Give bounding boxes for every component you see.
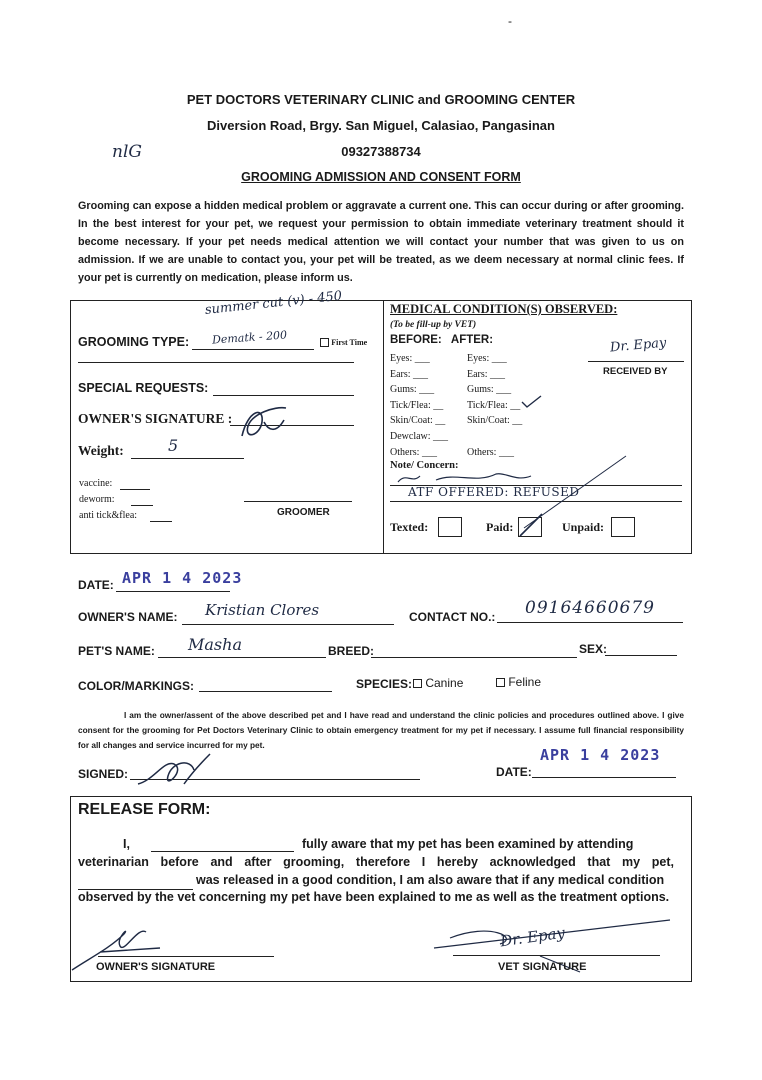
contact-value: 09164660679 (525, 598, 655, 618)
canine-checkbox[interactable] (413, 679, 422, 688)
grooming-type-line-2 (78, 362, 354, 363)
signed-label: SIGNED: (78, 767, 129, 781)
received-by-label: RECEIVED BY (603, 366, 668, 377)
grooming-type-line (192, 349, 314, 350)
deworm-line[interactable] (131, 505, 153, 506)
release-i: I, (123, 837, 130, 851)
weight-line[interactable] (131, 458, 244, 459)
consent-paragraph: I am the owner/assent of the above described pet and I have read and understand the clinic policies and procedures outlined above. I give consent for the grooming for Pet Doctors Veterinary Clinic to obtain emergency treatment for my pet if necessary. I assume full financial responsibility for all changes and service incurred for my pet. (78, 710, 684, 750)
tickflea-check-mark (519, 394, 543, 410)
feline-option[interactable] (496, 675, 541, 689)
deworm-label: deworm: (79, 494, 115, 505)
date-stamp: APR 1 4 2023 (122, 569, 243, 587)
feline-label: Feline (508, 675, 542, 689)
release-title: RELEASE FORM: (78, 801, 211, 818)
species-label: SPECIES: (356, 677, 413, 691)
note-hand: ATF OFFERED: REFUSED (408, 485, 580, 499)
before-eyes: Eyes: ___ (390, 353, 430, 364)
received-by-line[interactable] (588, 361, 684, 362)
texted-label: Texted: (390, 520, 429, 534)
note-label: Note/ Concern: (390, 460, 459, 471)
release-line-3: was released in a good condition, I am also aware that if any medical condition (196, 873, 665, 887)
medical-subtitle: (To be fill-up by VET) (390, 320, 477, 330)
weight-value: 5 (168, 436, 179, 455)
medical-title: MEDICAL CONDITION(S) OBSERVED: (390, 302, 618, 316)
breed-line[interactable] (371, 657, 577, 658)
box-divider (383, 300, 384, 553)
owner-name-label: OWNER'S NAME: (78, 610, 178, 624)
intro-paragraph: Grooming can expose a hidden medical problem or aggravate a current one. This can occur during or after grooming. In the best interest for your pet, we request your permission to obtain immediate veterinary treatment should it become necessary. If your pet needs medical attention we will contact your number that was given to us on admission. If we are unable to contact you, your pet will be treated, as we deem necessary at normal clinic fees. If your pet is currently on medication, please inform us. (78, 200, 684, 284)
clinic-address: Diversion Road, Brgy. San Miguel, Calasiao, Pangasinan (207, 118, 555, 133)
signed-date-line[interactable] (532, 777, 676, 778)
antitick-line[interactable] (150, 521, 172, 522)
first-time-checkbox[interactable] (320, 338, 329, 347)
pet-name-line[interactable] (158, 657, 326, 658)
canine-option[interactable] (413, 676, 463, 690)
before-column (390, 351, 448, 460)
first-time-label: First Time (331, 338, 368, 347)
after-skincoat: Skin/Coat: __ (467, 415, 523, 427)
canine-label: Canine (425, 676, 464, 690)
contact-label: CONTACT NO.: (409, 610, 496, 624)
color-line[interactable] (199, 691, 332, 692)
first-time-option[interactable] (320, 338, 367, 347)
vaccine-line[interactable] (120, 489, 150, 490)
paid-label: Paid: (486, 520, 514, 534)
groomer-line[interactable] (244, 501, 352, 502)
vet-signature-label: VET SIGNATURE (498, 961, 587, 973)
owner-release-line[interactable] (98, 956, 274, 957)
release-name-line[interactable] (151, 851, 294, 852)
before-others: Others: ___ (390, 446, 437, 458)
color-label: COLOR/MARKINGS: (78, 679, 194, 693)
top-mark: - (508, 14, 512, 28)
weight-label: Weight: (78, 443, 124, 458)
special-requests-label: SPECIAL REQUESTS: (78, 381, 209, 395)
owner-name-value: Kristian Clores (205, 601, 320, 619)
owner-signature-scribble (234, 400, 294, 448)
date-line[interactable] (116, 591, 230, 592)
contact-line[interactable] (497, 622, 683, 623)
after-ears: Ears: ___ (467, 368, 506, 380)
special-requests-line[interactable] (213, 395, 354, 396)
signed-date-label: DATE: (496, 765, 532, 779)
before-dewclaw: Dewclaw: ___ (390, 430, 449, 442)
vaccine-label: vaccine: (79, 478, 113, 489)
feline-checkbox[interactable] (496, 678, 505, 687)
grooming-hand-2: Dematk - 200 (211, 328, 288, 347)
received-by-hand: Dr. Epay (609, 335, 667, 356)
sex-line[interactable] (605, 655, 677, 656)
note-scribble (396, 470, 536, 486)
after-eyes: Eyes: ___ (467, 353, 507, 364)
before-skincoat: Skin/Coat: __ (390, 415, 446, 427)
form-title: GROOMING ADMISSION AND CONSENT FORM (241, 170, 521, 184)
release-line-2: veterinarian before and after grooming, therefore I hereby acknowledged that my pet, (78, 855, 674, 869)
pet-name-value: Masha (188, 635, 242, 654)
owner-name-line[interactable] (182, 624, 394, 625)
nlg-annotation: nlG (112, 142, 142, 162)
after-others: Others: ___ (467, 446, 514, 458)
pet-name-label: PET'S NAME: (78, 644, 155, 658)
unpaid-box[interactable] (611, 517, 635, 537)
owner-signature-label: OWNER'S SIGNATURE : (78, 411, 233, 426)
clinic-name: PET DOCTORS VETERINARY CLINIC and GROOMING CENTER (186, 92, 576, 107)
before-ears: Ears: ___ (390, 368, 429, 380)
release-line-1: fully aware that my pet has been examined by attending (302, 837, 634, 851)
grooming-hand-1: summer cut (v) - 450 (204, 288, 343, 318)
date-label: DATE: (78, 578, 114, 592)
clinic-phone: 09327388734 (341, 144, 421, 159)
release-line-4: observed by the vet concerning my pet have been explained to me as well as the treatment options. (78, 890, 670, 904)
vet-signature-hand: Dr. Epay (499, 923, 566, 951)
texted-box[interactable] (438, 517, 462, 537)
before-after-header: BEFORE: AFTER: (390, 334, 494, 346)
sex-label: SEX: (579, 642, 608, 656)
vet-signature-line[interactable] (453, 955, 660, 956)
signed-scribble (134, 750, 214, 792)
breed-label: BREED: (328, 644, 375, 658)
before-tickflea: Tick/Flea: __ (390, 399, 444, 411)
after-column (467, 351, 522, 460)
antitick-label: anti tick&flea: (79, 510, 138, 521)
before-gums: Gums: ___ (390, 384, 435, 396)
paid-slash (516, 512, 546, 540)
after-tickflea: Tick/Flea: __ (467, 399, 521, 411)
owner-release-label: OWNER'S SIGNATURE (96, 961, 216, 973)
grooming-type-label: GROOMING TYPE: (78, 335, 190, 349)
groomer-label: GROOMER (277, 507, 330, 518)
unpaid-label: Unpaid: (562, 520, 605, 534)
after-gums: Gums: ___ (467, 384, 512, 396)
signed-date-stamp: APR 1 4 2023 (540, 746, 661, 764)
